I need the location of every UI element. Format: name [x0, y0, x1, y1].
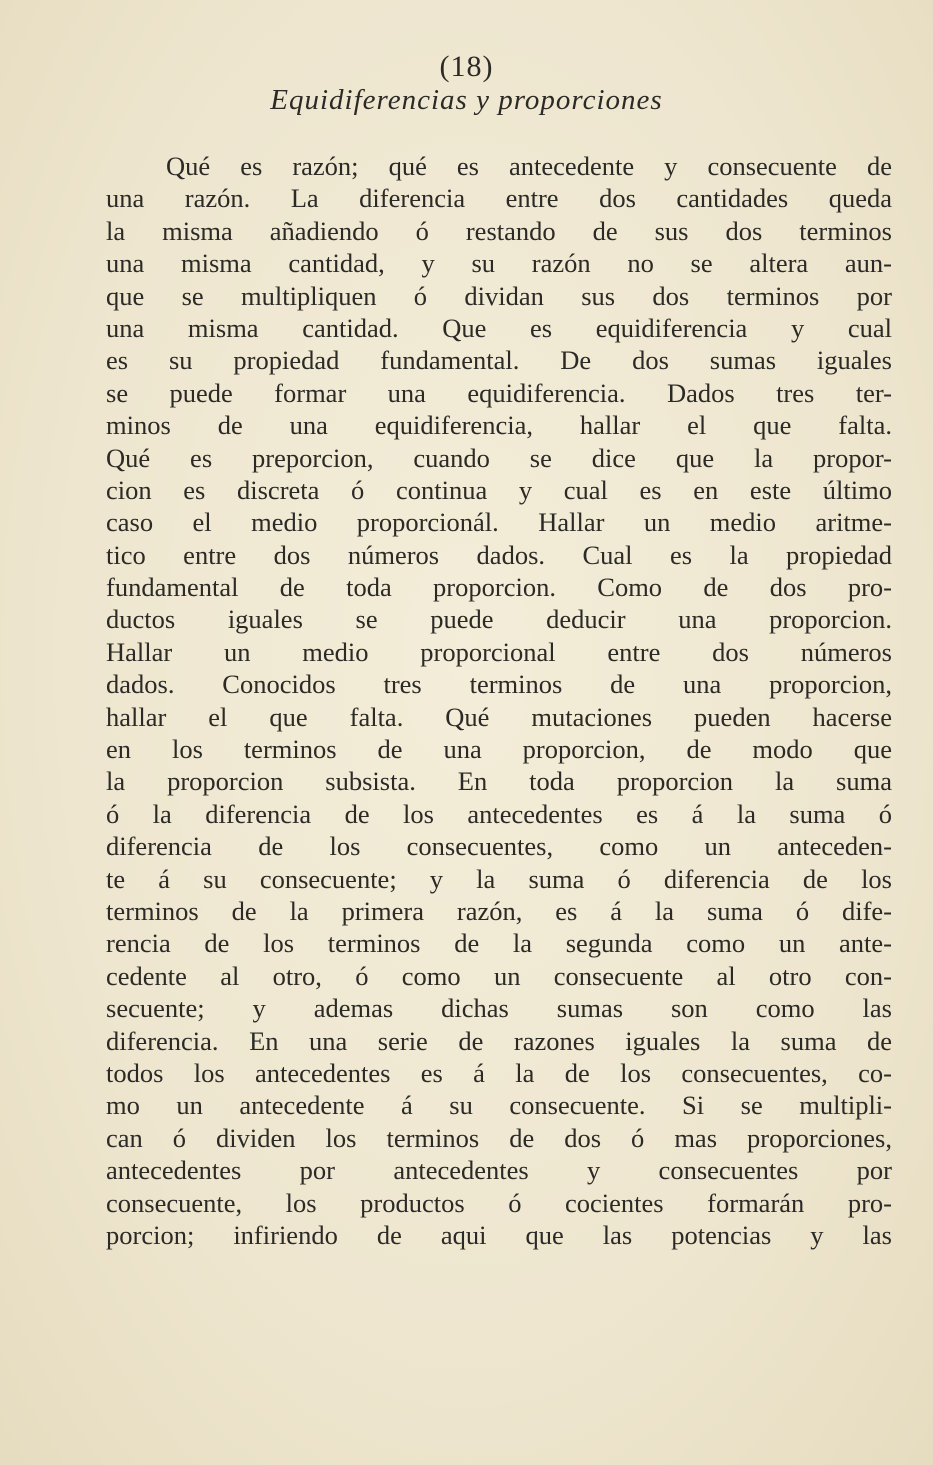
text-line: cedente al otro, ó como un consecuente al otro con-	[106, 960, 892, 991]
body-text	[106, 150, 892, 1251]
text-line: minos de una equidiferencia, hallar el que falta.	[106, 410, 892, 441]
page-number: (18)	[439, 50, 494, 83]
text-line: dados. Conocidos tres terminos de una proporcion,	[106, 669, 892, 700]
text-line: rencia de los terminos de la segunda como un ante-	[106, 928, 892, 959]
text-line: diferencia. En una serie de razones iguales la suma de	[106, 1025, 892, 1056]
text-line: una misma cantidad. Que es equidiferencia y cual	[106, 312, 892, 343]
text-line: una misma cantidad, y su razón no se altera aun-	[106, 248, 892, 279]
text-line: antecedentes por antecedentes y consecuentes por	[106, 1155, 892, 1186]
text-line: hallar el que falta. Qué mutaciones pueden hacerse	[106, 701, 892, 732]
text-line: una razón. La diferencia entre dos cantidades queda	[106, 183, 892, 214]
text-line: se puede formar una equidiferencia. Dados tres ter-	[106, 377, 892, 408]
running-head: Equidiferencias y proporciones	[270, 84, 663, 116]
text-line: diferencia de los consecuentes, como un anteceden-	[106, 831, 892, 862]
text-line: en los terminos de una proporcion, de modo que	[106, 734, 892, 765]
text-line: la proporcion subsista. En toda proporcion la suma	[106, 766, 892, 797]
text-line: Hallar un medio proporcional entre dos números	[106, 636, 892, 667]
text-line: todos los antecedentes es á la de los consecuentes, co-	[106, 1057, 892, 1088]
text-line: caso el medio proporcionál. Hallar un medio aritme-	[106, 507, 892, 538]
text-line: can ó dividen los terminos de dos ó mas proporciones,	[106, 1122, 892, 1153]
text-line: tico entre dos números dados. Cual es la propiedad	[106, 539, 892, 570]
text-line: Qué es preporcion, cuando se dice que la propor-	[106, 442, 892, 473]
text-line: la misma añadiendo ó restando de sus dos terminos	[106, 215, 892, 246]
text-line: fundamental de toda proporcion. Como de dos pro-	[106, 572, 892, 603]
text-line: ó la diferencia de los antecedentes es á la suma ó	[106, 798, 892, 829]
text-line: mo un antecedente á su consecuente. Si se multipli-	[106, 1090, 892, 1121]
text-line: te á su consecuente; y la suma ó diferencia de los	[106, 863, 892, 894]
text-line: cion es discreta ó continua y cual es en este último	[106, 474, 892, 505]
text-line: terminos de la primera razón, es á la suma ó dife-	[106, 895, 892, 926]
text-line: es su propiedad fundamental. De dos sumas iguales	[106, 345, 892, 376]
text-line: Qué es razón; qué es antecedente y consecuente de	[166, 151, 892, 181]
text-line: ductos iguales se puede deducir una proporcion.	[106, 604, 892, 635]
text-line: consecuente, los productos ó cocientes formarán pro-	[106, 1187, 892, 1218]
text-line: que se multipliquen ó dividan sus dos terminos por	[106, 280, 892, 311]
text-line: secuente; y ademas dichas sumas son como las	[106, 993, 892, 1024]
text-line: porcion; infiriendo de aqui que las potencias y las	[106, 1219, 892, 1250]
